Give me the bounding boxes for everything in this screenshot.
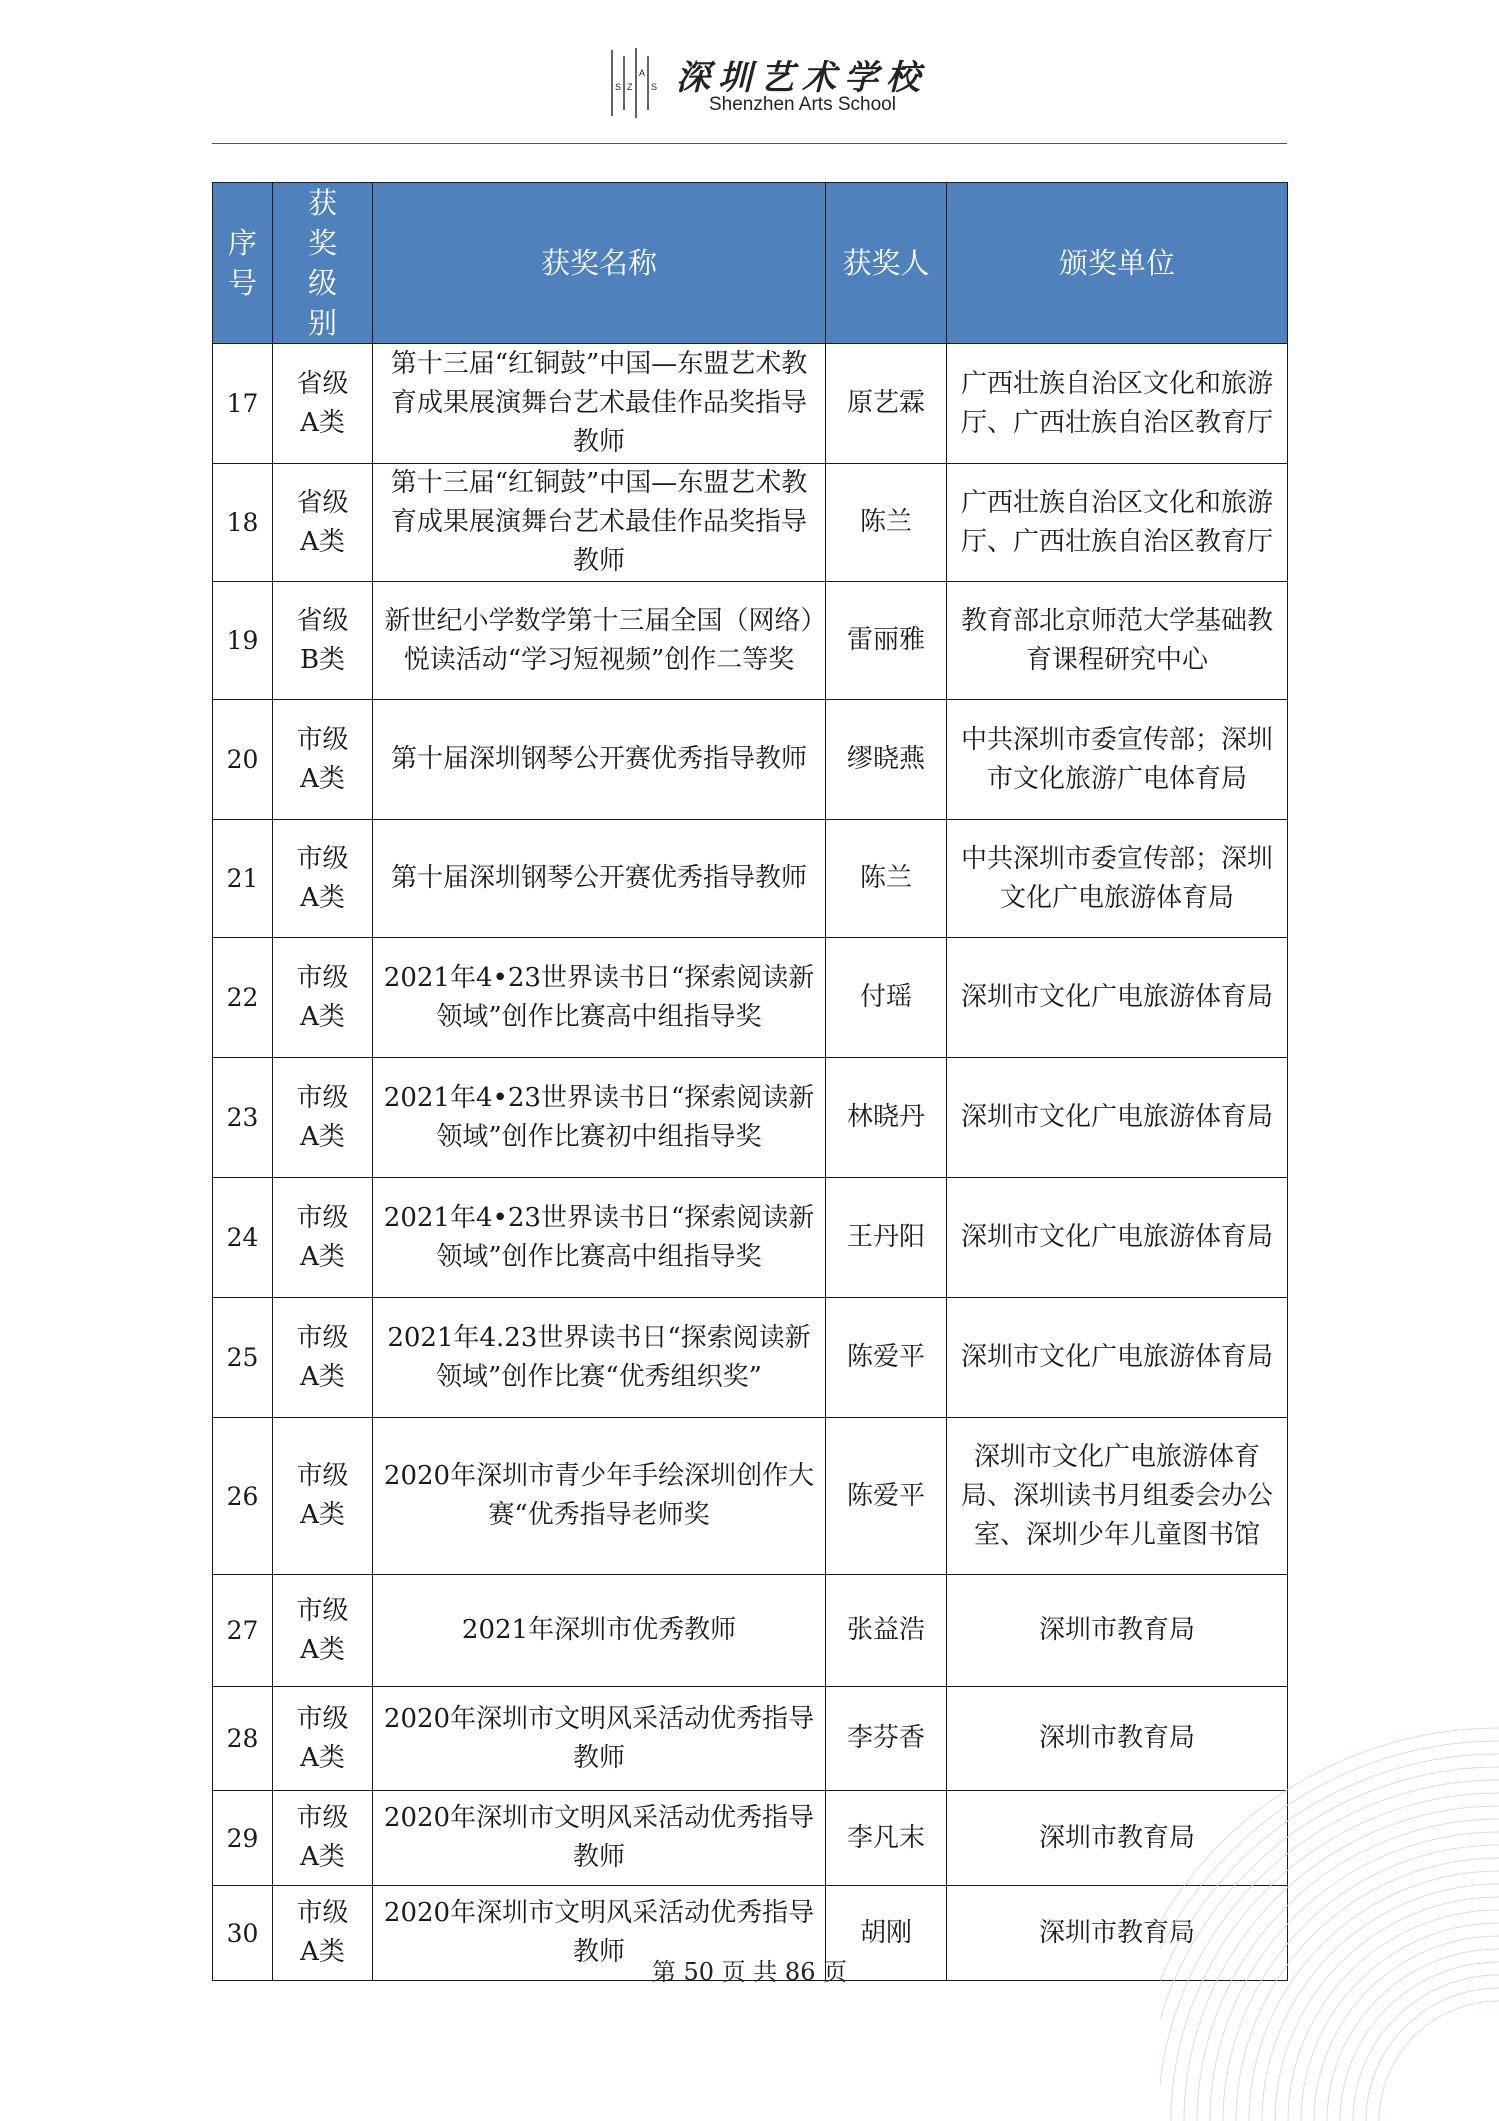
school-logo-icon <box>608 46 660 120</box>
table-row <box>213 1791 1288 1886</box>
row-award-name: 第十三届“红铜鼓”中国—东盟艺术教育成果展演舞台艺术最佳作品奖指导教师 <box>373 344 826 464</box>
row-winner: 李芬香 <box>826 1687 947 1791</box>
decorative-ring <box>1262 1884 1499 2121</box>
row-seq: 24 <box>213 1178 273 1298</box>
row-level: 市级 A类 <box>273 1575 373 1687</box>
row-seq: 26 <box>213 1418 273 1575</box>
row-seq: 20 <box>213 700 273 820</box>
table-row <box>213 582 1288 700</box>
row-level: 市级 A类 <box>273 1298 373 1418</box>
row-issuer: 深圳市文化广电旅游体育局 <box>947 1058 1288 1178</box>
table-header-row <box>213 183 1288 344</box>
row-winner: 原艺霖 <box>826 344 947 464</box>
row-winner: 付瑶 <box>826 938 947 1058</box>
table-row <box>213 1178 1288 1298</box>
row-winner: 陈爱平 <box>826 1298 947 1418</box>
row-issuer: 深圳市教育局 <box>947 1575 1288 1687</box>
table-row <box>213 1058 1288 1178</box>
row-seq: 23 <box>213 1058 273 1178</box>
table-row <box>213 1687 1288 1791</box>
row-award-name: 第十三届“红铜鼓”中国—东盟艺术教育成果展演舞台艺术最佳作品奖指导教师 <box>373 464 826 582</box>
svg-text:S: S <box>615 82 622 92</box>
row-level: 省级 A类 <box>273 344 373 464</box>
table-row <box>213 344 1288 464</box>
col-header-issuer: 颁奖单位 <box>947 183 1288 344</box>
row-winner: 陈兰 <box>826 820 947 938</box>
decorative-ring <box>1275 1897 1499 2121</box>
row-seq: 22 <box>213 938 273 1058</box>
svg-text:Z: Z <box>627 82 633 92</box>
row-level: 市级 A类 <box>273 1791 373 1886</box>
row-level: 市级 A类 <box>273 1886 373 1981</box>
col-header-level: 获奖级别 <box>273 183 373 344</box>
row-issuer: 深圳市教育局 <box>947 1791 1288 1886</box>
row-level: 省级 A类 <box>273 464 373 582</box>
row-winner: 张益浩 <box>826 1575 947 1687</box>
table-row <box>213 700 1288 820</box>
row-winner: 雷丽雅 <box>826 582 947 700</box>
header-divider <box>212 143 1287 144</box>
row-award-name: 2021年4•23世界读书日“探索阅读新领域”创作比赛高中组指导奖 <box>373 938 826 1058</box>
row-award-name: 2020年深圳市文明风采活动优秀指导教师 <box>373 1886 826 1981</box>
row-seq: 29 <box>213 1791 273 1886</box>
row-award-name: 第十届深圳钢琴公开赛优秀指导教师 <box>373 700 826 820</box>
awards-table <box>212 182 1288 1981</box>
row-seq: 21 <box>213 820 273 938</box>
svg-text:S: S <box>651 82 658 92</box>
row-award-name: 2021年深圳市优秀教师 <box>373 1575 826 1687</box>
row-issuer: 中共深圳市委宣传部；深圳文化广电旅游体育局 <box>947 820 1288 938</box>
row-level: 省级 B类 <box>273 582 373 700</box>
row-level: 市级 A类 <box>273 1418 373 1575</box>
row-level: 市级 A类 <box>273 1058 373 1178</box>
table-row <box>213 1575 1288 1687</box>
row-award-name: 2021年4.23世界读书日“探索阅读新领域”创作比赛“优秀组织奖” <box>373 1298 826 1418</box>
row-level: 市级 A类 <box>273 1687 373 1791</box>
row-seq: 27 <box>213 1575 273 1687</box>
row-winner: 缪晓燕 <box>826 700 947 820</box>
row-seq: 17 <box>213 344 273 464</box>
row-winner: 陈爱平 <box>826 1418 947 1575</box>
row-issuer: 教育部北京师范大学基础教育课程研究中心 <box>947 582 1288 700</box>
row-issuer: 广西壮族自治区文化和旅游厅、广西壮族自治区教育厅 <box>947 464 1288 582</box>
row-award-name: 第十届深圳钢琴公开赛优秀指导教师 <box>373 820 826 938</box>
svg-text:A: A <box>639 68 646 78</box>
col-header-seq: 序号 <box>213 183 273 344</box>
row-winner: 李凡末 <box>826 1791 947 1886</box>
decorative-ring <box>1366 1988 1499 2121</box>
table-row <box>213 820 1288 938</box>
decorative-ring <box>1353 1975 1499 2121</box>
row-winner: 胡刚 <box>826 1886 947 1981</box>
row-award-name: 2021年4•23世界读书日“探索阅读新领域”创作比赛初中组指导奖 <box>373 1058 826 1178</box>
table-row <box>213 1298 1288 1418</box>
row-level: 市级 A类 <box>273 938 373 1058</box>
row-level: 市级 A类 <box>273 700 373 820</box>
row-issuer: 深圳市文化广电旅游体育局 <box>947 938 1288 1058</box>
row-level: 市级 A类 <box>273 1178 373 1298</box>
row-issuer: 深圳市教育局 <box>947 1687 1288 1791</box>
row-issuer: 广西壮族自治区文化和旅游厅、广西壮族自治区教育厅 <box>947 344 1288 464</box>
row-award-name: 2020年深圳市青少年手绘深圳创作大赛“优秀指导老师奖 <box>373 1418 826 1575</box>
row-award-name: 2020年深圳市文明风采活动优秀指导教师 <box>373 1791 826 1886</box>
table-row <box>213 464 1288 582</box>
table-row <box>213 1418 1288 1575</box>
decorative-ring <box>1288 1910 1499 2121</box>
row-issuer: 深圳市教育局 <box>947 1886 1288 1981</box>
row-winner: 林晓丹 <box>826 1058 947 1178</box>
row-issuer: 深圳市文化广电旅游体育局、深圳读书月组委会办公室、深圳少年儿童图书馆 <box>947 1418 1288 1575</box>
row-seq: 30 <box>213 1886 273 1981</box>
school-name-en: Shenzhen Arts School <box>709 94 896 115</box>
row-winner: 王丹阳 <box>826 1178 947 1298</box>
row-winner: 陈兰 <box>826 464 947 582</box>
col-header-winner: 获奖人 <box>826 183 947 344</box>
row-seq: 25 <box>213 1298 273 1418</box>
table-row <box>213 938 1288 1058</box>
page-header <box>0 0 1499 148</box>
row-issuer: 深圳市文化广电旅游体育局 <box>947 1178 1288 1298</box>
page-number: 第 50 页 共 86 页 <box>651 1958 848 1986</box>
row-issuer: 深圳市文化广电旅游体育局 <box>947 1298 1288 1418</box>
decorative-ring <box>1379 2001 1499 2121</box>
row-seq: 18 <box>213 464 273 582</box>
row-seq: 28 <box>213 1687 273 1791</box>
col-header-award-name: 获奖名称 <box>373 183 826 344</box>
row-award-name: 2021年4•23世界读书日“探索阅读新领域”创作比赛高中组指导奖 <box>373 1178 826 1298</box>
row-seq: 19 <box>213 582 273 700</box>
row-award-name: 新世纪小学数学第十三届全国（网络）悦读活动“学习短视频”创作二等奖 <box>373 582 826 700</box>
school-name-cn: 深圳艺术学校 <box>676 58 928 98</box>
row-award-name: 2020年深圳市文明风采活动优秀指导教师 <box>373 1687 826 1791</box>
row-issuer: 中共深圳市委宣传部；深圳市文化旅游广电体育局 <box>947 700 1288 820</box>
row-level: 市级 A类 <box>273 820 373 938</box>
